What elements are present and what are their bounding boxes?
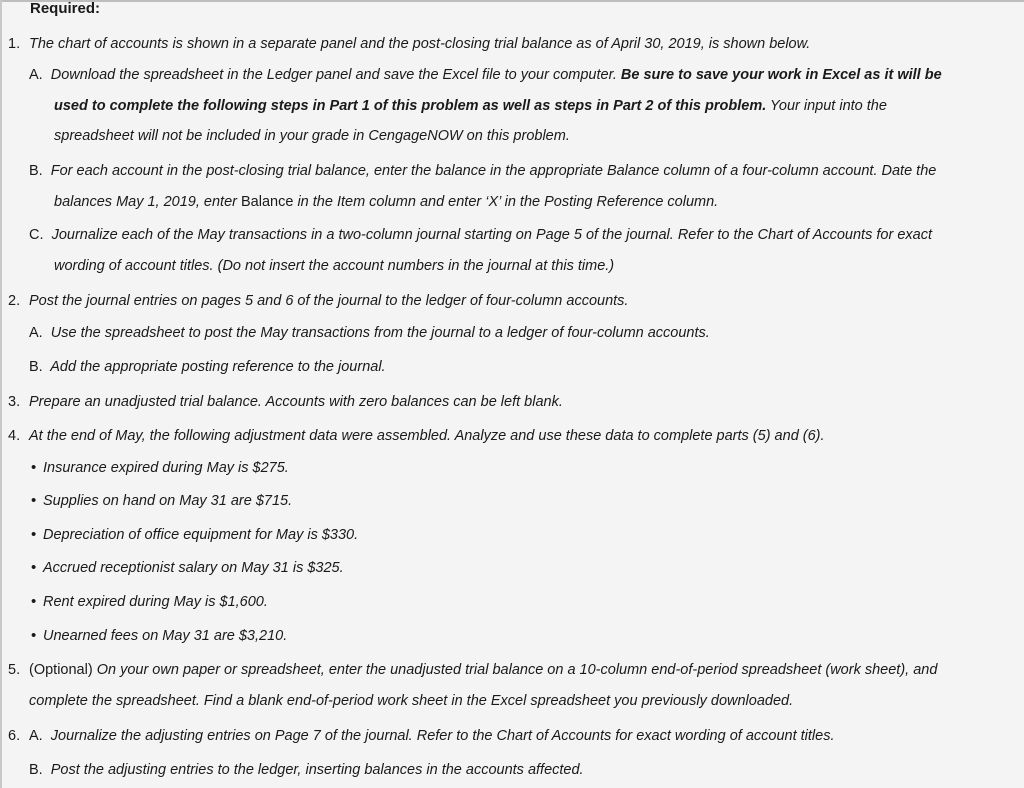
- item-3-number: 3.: [8, 394, 21, 410]
- item-1a-text-2: Your input into the: [770, 98, 887, 114]
- item-5-optional: (Optional): [29, 662, 93, 678]
- item-6b-line: [29, 762, 584, 778]
- item-4-text: At the end of May, the following adjustment data were assembled. Analyze and use these data to complete parts (5) and (6).: [29, 428, 825, 444]
- left-border: [0, 0, 2, 788]
- item-6a-text: Journalize the adjusting entries on Page 7 of the journal. Refer to the Chart of Accounts for exact wording of account titles.: [50, 728, 835, 744]
- item-1c-line-2: wording of account titles. (Do not insert the account numbers in the journal at this time.): [54, 258, 615, 274]
- item-1a-line-3: spreadsheet will not be included in your grade in CengageNOW on this problem.: [54, 128, 570, 144]
- item-1b-text-2a: balances May 1, 2019, enter: [54, 194, 237, 210]
- item-1b-letter: B.: [29, 163, 43, 179]
- adjustment-depreciation: Depreciation of office equipment for May is $330.: [43, 527, 359, 543]
- item-2-text: Post the journal entries on pages 5 and 6 of the journal to the ledger of four-column accounts.: [29, 293, 629, 309]
- item-1b-text-2b: Balance: [241, 194, 294, 210]
- top-border: [0, 0, 1024, 2]
- adjustment-unearned-fees: Unearned fees on May 31 are $3,210.: [43, 628, 288, 644]
- adjustment-supplies: Supplies on hand on May 31 are $715.: [43, 493, 293, 509]
- item-5-line-1: [29, 662, 937, 678]
- item-2a-line: [29, 325, 710, 341]
- item-6b-text: Post the adjusting entries to the ledger, inserting balances in the accounts affected.: [50, 762, 584, 778]
- item-3-text: Prepare an unadjusted trial balance. Accounts with zero balances can be left blank.: [29, 394, 563, 410]
- bullet-dot: •: [31, 593, 37, 610]
- item-1c-letter: C.: [29, 227, 44, 243]
- adjustment-rent: Rent expired during May is $1,600.: [43, 594, 268, 610]
- item-6a-line: [29, 728, 834, 744]
- item-1a-text-1: Download the spreadsheet in the Ledger panel and save the Excel file to your computer.: [50, 67, 617, 83]
- item-1b-text-2c: in the Item column and enter ‘X’ in the Posting Reference column.: [297, 194, 719, 210]
- bullet-dot: •: [31, 526, 37, 543]
- item-1c-text-1: Journalize each of the May transactions in a two-column journal starting on Page 5 of the journal. Refer to the Chart of Accounts for exact: [51, 227, 932, 243]
- item-1a-letter: A.: [29, 67, 43, 83]
- item-1a-bold-2: used to complete the following steps in Part 1 of this problem as well as steps in Part 2 of this problem.: [54, 98, 767, 114]
- item-2-number: 2.: [8, 293, 21, 309]
- item-2a-letter: A.: [29, 325, 43, 341]
- item-6a-letter: A.: [29, 728, 43, 744]
- item-2a-text: Use the spreadsheet to post the May transactions from the journal to a ledger of four-column accounts.: [50, 325, 710, 341]
- item-1-text: The chart of accounts is shown in a separate panel and the post-closing trial balance as of April 30, 2019, is shown below.: [29, 36, 811, 52]
- bullet-dot: •: [31, 559, 37, 576]
- item-5-text-1: On your own paper or spreadsheet, enter the unadjusted trial balance on a 10-column end-of-period spreadsheet (work sheet), and: [96, 662, 938, 678]
- item-1b-line-2: [54, 194, 718, 210]
- bullet-dot: •: [31, 459, 37, 476]
- item-6-number: 6.: [8, 728, 21, 744]
- item-4-number: 4.: [8, 428, 21, 444]
- item-1-number: 1.: [8, 36, 21, 52]
- item-1a-line-1: [29, 67, 942, 83]
- adjustment-salary: Accrued receptionist salary on May 31 is $325.: [43, 560, 344, 576]
- item-2b-line: [29, 359, 386, 375]
- item-5-line-2: complete the spreadsheet. Find a blank end-of-period work sheet in the Excel spreadsheet you previously downloaded.: [29, 693, 794, 709]
- item-1a-bold-1: Be sure to save your work in Excel as it will be: [620, 67, 942, 83]
- item-1c-line-1: [29, 227, 932, 243]
- bullet-dot: •: [31, 492, 37, 509]
- item-1b-text-1: For each account in the post-closing trial balance, enter the balance in the appropriate Balance column of a four-column account. Date the: [50, 163, 937, 179]
- item-2b-letter: B.: [29, 359, 43, 375]
- item-1b-line-1: [29, 163, 936, 179]
- required-heading: Required:: [30, 0, 101, 17]
- bullet-dot: •: [31, 627, 37, 644]
- item-6b-letter: B.: [29, 762, 43, 778]
- adjustment-insurance: Insurance expired during May is $275.: [43, 460, 289, 476]
- item-1a-line-2: [54, 98, 887, 114]
- item-2b-text: Add the appropriate posting reference to the journal.: [50, 359, 386, 375]
- item-5-number: 5.: [8, 662, 21, 678]
